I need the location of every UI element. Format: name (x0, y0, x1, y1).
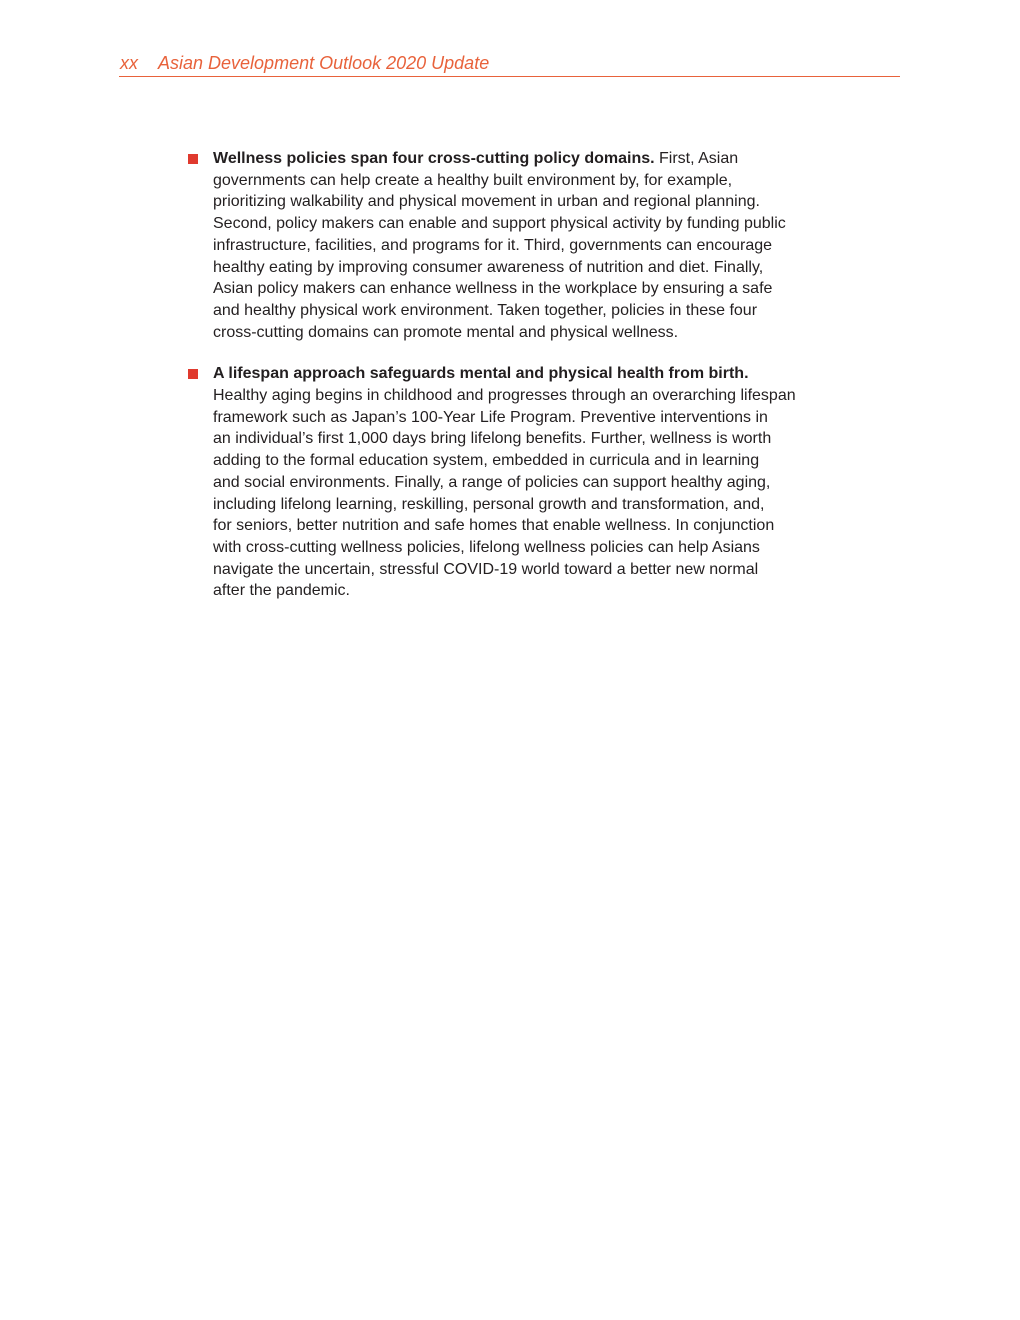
text-line: including lifelong learning, reskilling, personal growth and transformation, and, (213, 495, 765, 513)
text-line: for seniors, better nutrition and safe homes that enable wellness. In conjunction (213, 517, 775, 535)
bullet-item-lifespan-approach (187, 363, 847, 602)
text-line: Asian policy makers can enhance wellness in the workplace by ensuring a safe (213, 280, 773, 298)
bullet-text (213, 363, 847, 602)
text-line: an individual’s first 1,000 days bring lifelong benefits. Further, wellness is worth (213, 430, 772, 448)
bullet-list (187, 148, 847, 602)
text-line: and social environments. Finally, a range of policies can support healthy aging, (213, 473, 771, 491)
bullet-square-icon (188, 369, 198, 379)
bullet-lead-sentence: Wellness policies span four cross-cutting policy domains. (213, 150, 655, 167)
text-line: framework such as Japan’s 100-Year Life Program. Preventive interventions in (213, 408, 768, 426)
text-line: governments can help create a healthy built environment by, for example, (213, 171, 733, 189)
bullet-text (213, 148, 847, 343)
text-line: Second, policy makers can enable and support physical activity by funding public (213, 215, 786, 233)
bullet-square-icon (188, 154, 198, 164)
text-line (213, 363, 847, 385)
text-line: Healthy aging begins in childhood and progresses through an overarching lifespan (213, 387, 796, 405)
text-line: with cross-cutting wellness policies, lifelong wellness policies can help Asians (213, 538, 760, 556)
running-header (119, 50, 900, 77)
text-line: adding to the formal education system, embedded in curricula and in learning (213, 452, 760, 470)
text-line-rest: First, Asian (654, 150, 739, 167)
text-line (213, 148, 847, 170)
page-number: xx (120, 53, 138, 73)
text-line: cross-cutting domains can promote mental and physical wellness. (213, 323, 679, 341)
bullet-item-wellness-policies (187, 148, 847, 343)
text-line: prioritizing walkability and physical movement in urban and regional planning. (213, 193, 760, 211)
text-line: and healthy physical work environment. Taken together, policies in these four (213, 301, 758, 319)
bullet-lead-sentence: A lifespan approach safeguards mental and physical health from birth. (213, 365, 749, 383)
text-line: healthy eating by improving consumer awareness of nutrition and diet. Finally, (213, 258, 764, 276)
publication-title: Asian Development Outlook 2020 Update (158, 53, 490, 73)
text-line: infrastructure, facilities, and programs for it. Third, governments can encourage (213, 236, 773, 254)
text-line: after the pandemic. (213, 582, 350, 600)
text-line: navigate the uncertain, stressful COVID-19 world toward a better new normal (213, 560, 759, 578)
